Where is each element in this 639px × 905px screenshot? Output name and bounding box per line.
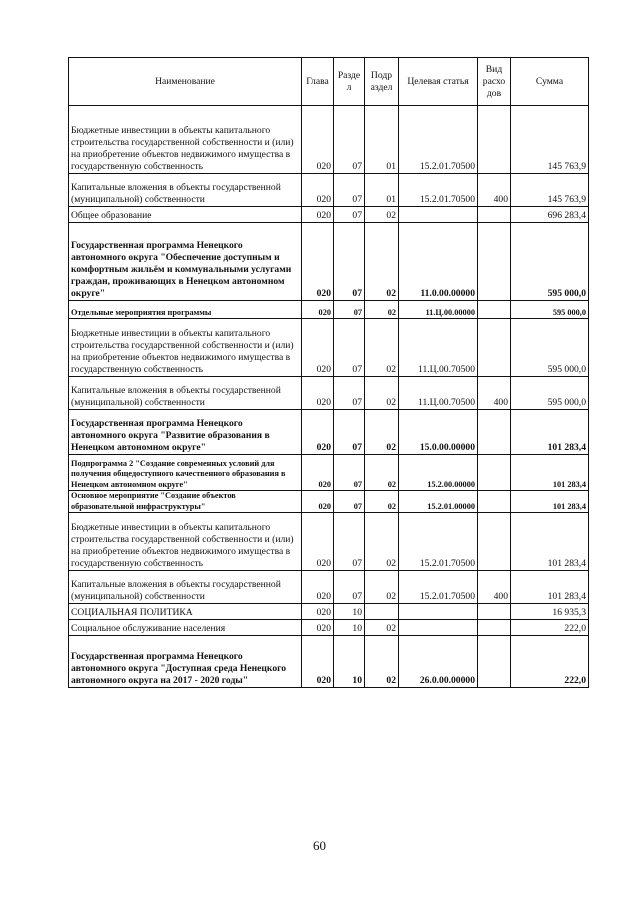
cell-sum: 101 283,4 <box>511 513 589 571</box>
cell-podrazdel: 01 <box>365 106 399 174</box>
cell-podrazdel: 02 <box>365 207 399 223</box>
cell-glava: 020 <box>302 636 334 688</box>
cell-vid <box>478 513 511 571</box>
cell-vid <box>478 455 511 491</box>
cell-target <box>399 207 478 223</box>
cell-target: 15.0.00.00000 <box>399 410 478 455</box>
cell-sum: 595 000,0 <box>511 301 589 319</box>
cell-name: Основное мероприятие "Создание объектов образовательной инфраструктуры" <box>69 491 302 513</box>
cell-name: Государственная программа Ненецкого автономного округа "Обеспечение доступным и комфортным жильём и коммунальными услугами граждан, проживающих в Ненецком автономном округе" <box>69 223 302 301</box>
cell-name: Социальное обслуживание населения <box>69 620 302 636</box>
cell-name: Отдельные мероприятия программы <box>69 301 302 319</box>
header-podrazdel: Подр аздел <box>365 58 399 106</box>
cell-podrazdel: 01 <box>365 174 399 207</box>
table-row <box>69 106 589 174</box>
cell-razdel: 07 <box>334 455 365 491</box>
cell-sum: 145 763,9 <box>511 174 589 207</box>
cell-sum: 145 763,9 <box>511 106 589 174</box>
cell-glava: 020 <box>302 491 334 513</box>
cell-razdel: 07 <box>334 301 365 319</box>
cell-podrazdel: 02 <box>365 455 399 491</box>
cell-glava: 020 <box>302 620 334 636</box>
table-row <box>69 223 589 301</box>
cell-vid <box>478 491 511 513</box>
cell-podrazdel: 02 <box>365 513 399 571</box>
cell-glava: 020 <box>302 377 334 410</box>
cell-vid: 400 <box>478 174 511 207</box>
cell-target: 15.2.01.70500 <box>399 106 478 174</box>
header-target: Целевая статья <box>399 58 478 106</box>
cell-podrazdel: 02 <box>365 410 399 455</box>
header-razdel: Разде л <box>334 58 365 106</box>
cell-target: 11.Ц.00.70500 <box>399 319 478 377</box>
cell-name: Подпрограмма 2 "Создание современных условий для получения общедоступного качественного образования в Ненецком автономном округе" <box>69 455 302 491</box>
header-sum: Сумма <box>511 58 589 106</box>
cell-vid <box>478 410 511 455</box>
cell-glava: 020 <box>302 207 334 223</box>
cell-vid <box>478 319 511 377</box>
cell-sum: 222,0 <box>511 636 589 688</box>
cell-sum: 595 000,0 <box>511 377 589 410</box>
cell-razdel: 07 <box>334 174 365 207</box>
cell-podrazdel: 02 <box>365 223 399 301</box>
cell-sum: 101 283,4 <box>511 455 589 491</box>
cell-vid <box>478 620 511 636</box>
cell-razdel: 10 <box>334 636 365 688</box>
cell-name: Капитальные вложения в объекты государственной (муниципальной) собственности <box>69 571 302 604</box>
table-row <box>69 636 589 688</box>
header-glava: Глава <box>302 58 334 106</box>
cell-target: 15.2.00.00000 <box>399 455 478 491</box>
cell-glava: 020 <box>302 174 334 207</box>
cell-sum: 222,0 <box>511 620 589 636</box>
budget-table <box>68 57 589 688</box>
table-row <box>69 174 589 207</box>
table-row <box>69 513 589 571</box>
cell-razdel: 07 <box>334 571 365 604</box>
page-number: 60 <box>313 838 326 853</box>
cell-target <box>399 620 478 636</box>
cell-vid: 400 <box>478 571 511 604</box>
cell-razdel: 07 <box>334 223 365 301</box>
header-name: Наименование <box>69 58 302 106</box>
cell-podrazdel: 02 <box>365 301 399 319</box>
cell-vid <box>478 207 511 223</box>
cell-podrazdel: 02 <box>365 571 399 604</box>
table-row <box>69 319 589 377</box>
cell-vid <box>478 301 511 319</box>
cell-podrazdel: 02 <box>365 377 399 410</box>
cell-razdel: 07 <box>334 207 365 223</box>
table-row <box>69 571 589 604</box>
cell-glava: 020 <box>302 513 334 571</box>
cell-sum: 16 935,3 <box>511 604 589 620</box>
cell-podrazdel: 02 <box>365 319 399 377</box>
cell-razdel: 07 <box>334 377 365 410</box>
cell-razdel: 07 <box>334 410 365 455</box>
cell-glava: 020 <box>302 410 334 455</box>
cell-target: 15.2.01.70500 <box>399 571 478 604</box>
cell-glava: 020 <box>302 571 334 604</box>
cell-sum: 595 000,0 <box>511 319 589 377</box>
cell-glava: 020 <box>302 106 334 174</box>
cell-sum: 101 283,4 <box>511 410 589 455</box>
table-row <box>69 604 589 620</box>
cell-glava: 020 <box>302 319 334 377</box>
table-header-row <box>69 58 589 106</box>
cell-name: Бюджетные инвестиции в объекты капитального строительства государственной собственности и (или) на приобретение объектов недвижимого имущества в государственную собственность <box>69 319 302 377</box>
cell-target: 11.Ц.00.70500 <box>399 377 478 410</box>
cell-sum: 101 283,4 <box>511 491 589 513</box>
cell-vid <box>478 106 511 174</box>
cell-target: 26.0.00.00000 <box>399 636 478 688</box>
cell-razdel: 07 <box>334 319 365 377</box>
cell-sum: 595 000,0 <box>511 223 589 301</box>
cell-target: 11.0.00.00000 <box>399 223 478 301</box>
cell-vid <box>478 223 511 301</box>
cell-razdel: 07 <box>334 491 365 513</box>
cell-name: Общее образование <box>69 207 302 223</box>
table-body <box>69 106 589 688</box>
cell-glava: 020 <box>302 455 334 491</box>
cell-name: Капитальные вложения в объекты государственной (муниципальной) собственности <box>69 174 302 207</box>
cell-name: Государственная программа Ненецкого автономного округа "Развитие образования в Ненецком автономном округе" <box>69 410 302 455</box>
cell-sum: 696 283,4 <box>511 207 589 223</box>
cell-glava: 020 <box>302 604 334 620</box>
cell-name: Бюджетные инвестиции в объекты капитального строительства государственной собственности и (или) на приобретение объектов недвижимого имущества в государственную собственность <box>69 513 302 571</box>
cell-name: Бюджетные инвестиции в объекты капитального строительства государственной собственности и (или) на приобретение объектов недвижимого имущества в государственную собственность <box>69 106 302 174</box>
table-row <box>69 377 589 410</box>
cell-target: 15.2.01.00000 <box>399 491 478 513</box>
cell-razdel: 07 <box>334 513 365 571</box>
cell-vid: 400 <box>478 377 511 410</box>
cell-razdel: 07 <box>334 106 365 174</box>
cell-vid <box>478 636 511 688</box>
header-vid: Вид расхо дов <box>478 58 511 106</box>
cell-target: 15.2.01.70500 <box>399 513 478 571</box>
cell-name: Государственная программа Ненецкого автономного округа "Доступная среда Ненецкого автономного округа на 2017 - 2020 годы" <box>69 636 302 688</box>
table-row <box>69 301 589 319</box>
cell-vid <box>478 604 511 620</box>
cell-glava: 020 <box>302 223 334 301</box>
cell-podrazdel: 02 <box>365 620 399 636</box>
cell-name: Капитальные вложения в объекты государственной (муниципальной) собственности <box>69 377 302 410</box>
cell-target: 15.2.01.70500 <box>399 174 478 207</box>
cell-razdel: 10 <box>334 604 365 620</box>
table-row <box>69 207 589 223</box>
cell-podrazdel <box>365 604 399 620</box>
cell-target <box>399 604 478 620</box>
cell-razdel: 10 <box>334 620 365 636</box>
cell-podrazdel: 02 <box>365 491 399 513</box>
cell-target: 11.Ц.00.00000 <box>399 301 478 319</box>
cell-podrazdel: 02 <box>365 636 399 688</box>
table-row <box>69 410 589 455</box>
cell-glava: 020 <box>302 301 334 319</box>
table-row <box>69 455 589 491</box>
table-row <box>69 620 589 636</box>
cell-sum: 101 283,4 <box>511 571 589 604</box>
table-row <box>69 491 589 513</box>
cell-name: СОЦИАЛЬНАЯ ПОЛИТИКА <box>69 604 302 620</box>
